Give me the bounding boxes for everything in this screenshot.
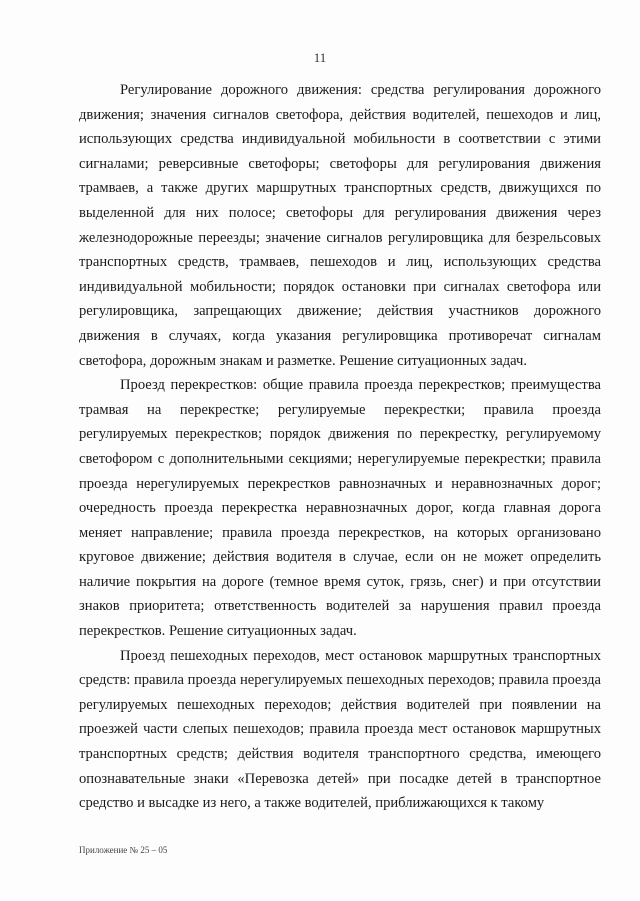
paragraph-pedestrian-crossings: Проезд пешеходных переходов, мест остановок маршрутных транспортных средств: правила проезда нерегулируемых пешеходных переходов; правила проезда регулируемых пешеходных переходов; действия водителей при появлении на проезжей части слепых пешеходов; правила проезда мест остановок маршрутных транспортных средств; действия водителя транспортного средства, имеющего опознавательные знаки «Перевозка детей» при посадке детей в транспортное средство и высадке из него, а также водителей, приближающихся к такому	[79, 647, 601, 812]
paragraph-intersections: Проезд перекрестков: общие правила проезда перекрестков; преимущества трамвая на перекрестке; регулируемые перекрестки; правила проезда регулируемых перекрестков; порядок движения по перекрестку, регулируемому светофором с дополнительными секциями; нерегулируемые перекрестки; правила проезда нерегулируемых перекрестков равнозначных и неравнозначных дорог; очередность проезда перекрестка неравнозначных дорог, когда главная дорога меняет направление; правила проезда перекрестков, на которых организовано круговое движение; действия водителя в случае, если он не может определить наличие покрытия на дороге (темное время суток, грязь, снег) и при отсутствии знаков приоритета; ответственность водителей за нарушения правил проезда перекрестков. Решение ситуационных задач.	[79, 377, 601, 640]
page-number: 11	[313, 50, 327, 65]
paragraph-traffic-regulation: Регулирование дорожного движения: средства регулирования дорожного движения; значения сигналов светофора, действия водителей, пешеходов и лиц, использующих средства индивидуальной мобильности в соответствии с этими сигналами; реверсивные светофоры; светофоры для регулирования движения трамваев, а также других маршрутных транспортных средств, движущихся по выделенной для них полосе; светофоры для регулирования движения через железнодорожные переезды; значение сигналов регулировщика для безрельсовых транспортных средств, трамваев, пешеходов и лиц, использующих средства индивидуальной мобильности; порядок остановки при сигналах светофора или регулировщика, запрещающих движение; действия участников дорожного движения в случаях, когда указания регулировщика противоречат сигналам светофора, дорожным знакам и разметке. Решение ситуационных задач.	[79, 82, 601, 369]
document-body	[79, 78, 601, 816]
page-footer: Приложение № 25 – 05	[79, 845, 168, 855]
